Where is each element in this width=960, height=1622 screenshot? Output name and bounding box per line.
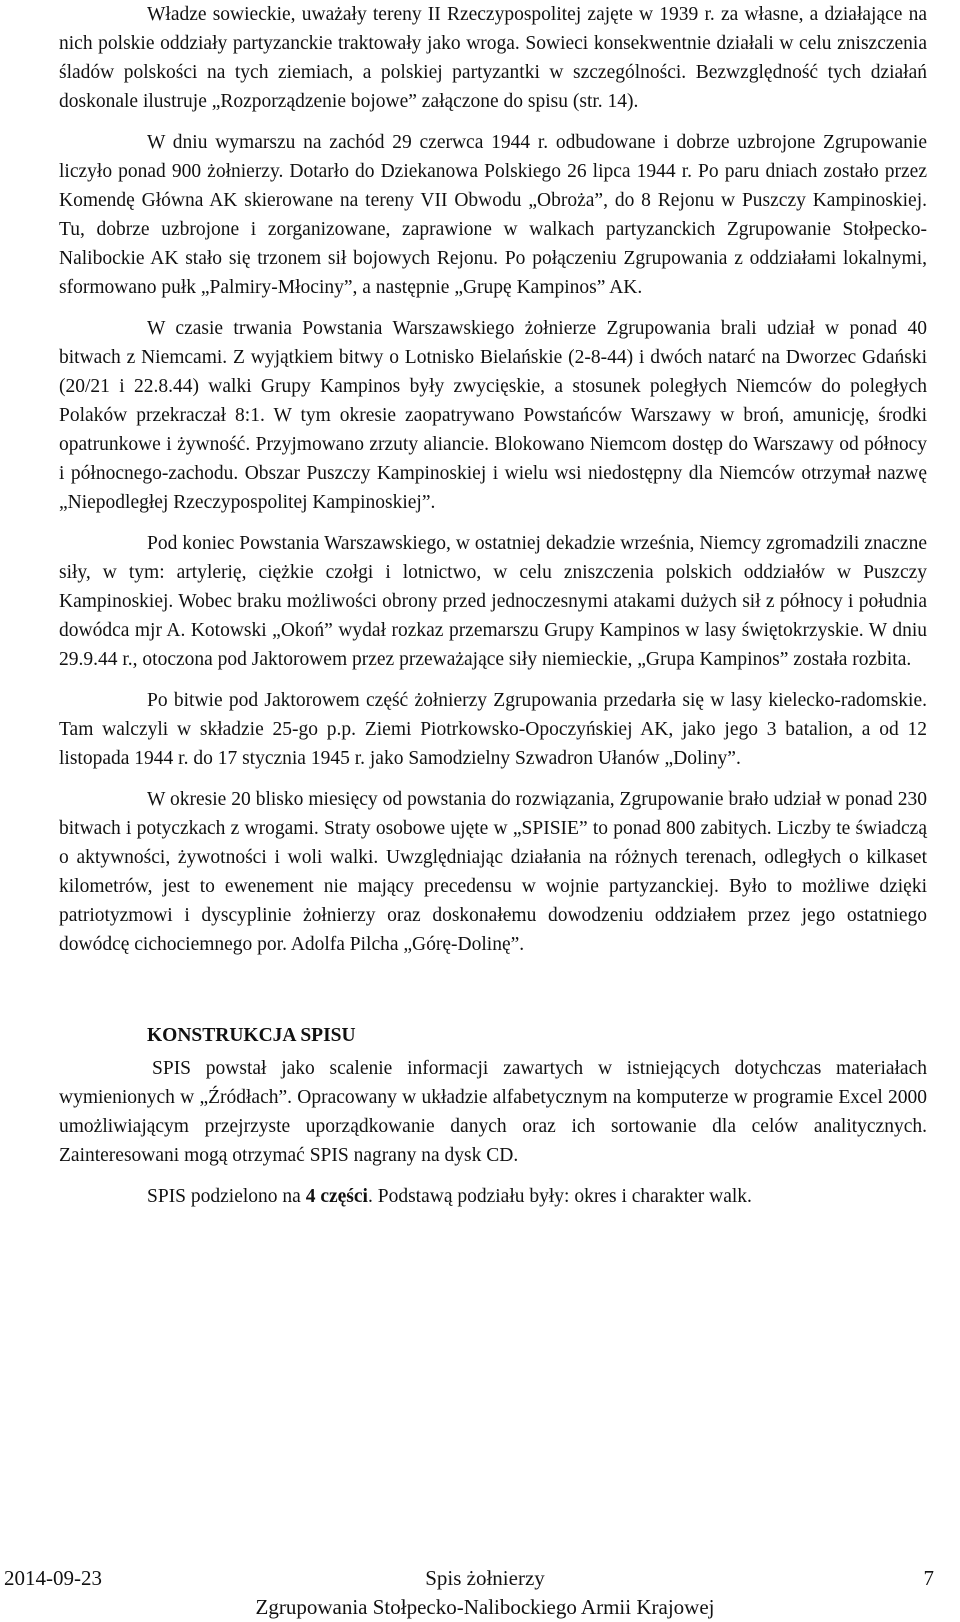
paragraph-list-parts [59, 1182, 927, 1211]
paragraph-march-west: W dniu wymarszu na zachód 29 czerwca 1944 r. odbudowane i dobrze uzbrojone Zgrupowanie liczyło ponad 900 żołnierzy. Dotarło do Dziekanowa Polskiego 26 lipca 1944 r. Po paru dniach zostało przez Komendę Główna AK skierowane na tereny VII Obwodu „Obroża”, do 8 Rejonu w Puszczy Kampinoskiej. Tu, dobrze uzbrojone i zorganizowane, zaprawione w walkach partyzanckich Zgrupowanie Stołpecko-Nalibockie AK stało się trzonem sił bojowych Rejonu. Po połączeniu Zgrupowania z oddziałami lokalnymi, sformowano pułk „Palmiry-Młociny”, a następnie „Grupę Kampinos” AK. [59, 132, 927, 298]
section-heading: KONSTRUKCJA SPISU [147, 1025, 356, 1046]
paragraph-list-construction: SPIS powstał jako scalenie informacji zawartych w istniejących dotychczas materiałach wymienionych w „Źródłach”. Opracowany w układzie alfabetycznym na komputerze w programie Excel 2000 umożliwiającym przejrzyste uporządkowanie danych oraz ich sortowanie dla celów analitycznych. Zainteresowani mogą otrzymać SPIS nagrany na dysk CD. [59, 1058, 927, 1166]
paragraph-warsaw-uprising: W czasie trwania Powstania Warszawskiego żołnierze Zgrupowania brali udział w ponad 40 bitwach z Niemcami. Z wyjątkiem bitwy o Lotnisko Bielańskie (2-8-44) i dwóch natarć na Dworzec Gdański (20/21 i 22.8.44) walki Grupy Kampinos były zwycięskie, a stosunek poległych Niemców do poległych Polaków przekraczał 8:1. W tym okresie zaopatrywano Powstańców Warszawy w broń, amunicję, środki opatrunkowe i żywność. Przyjmowano zrzuty aliancie. Blokowano Niemcom dostęp do Warszawy od północy i północnego-zachodu. Obszar Puszczy Kampinoskiej i wielu wsi niedostępny dla Niemców otrzymał nazwę „Niepodległej Rzeczypospolitej Kampinoskiej”. [59, 318, 927, 513]
paragraph-after-jaktorow: Po bitwie pod Jaktorowem część żołnierzy Zgrupowania przedarła się w lasy kielecko-radomskie. Tam walczyli w składzie 25-go p.p. Ziemi Piotrkowsko-Opoczyńskiej AK, jako jego 3 batalion, a od 12 listopada 1944 r. do 17 stycznia 1945 r. jako Samodzielny Szwadron Ułanów „Doliny”. [59, 690, 927, 769]
paragraph-end-of-uprising: Pod koniec Powstania Warszawskiego, w ostatniej dekadzie września, Niemcy zgromadzili znaczne siły, w tym: artylerię, ciężkie czołgi i lotnictwo, w celu zniszczenia polskich oddziałów w Puszczy Kampinoskiej. Wobec braku możliwości obrony przed jednoczesnymi atakami dużych sił z północy i południa dowódca mjr A. Kotowski „Okoń” wydał rozkaz przemarszu Grupy Kampinos w lasy świętokrzyskie. W dniu 29.9.44 r., otoczona pod Jaktorowem przez przeważające siły niemieckie, „Grupa Kampinos” została rozbita. [59, 533, 927, 670]
list-parts-count: 4 części [305, 1186, 368, 1207]
footer-date: 2014-09-23 [4, 1566, 102, 1590]
document-page [59, 0, 927, 1211]
footer-title: Spis żołnierzy [425, 1566, 545, 1590]
paragraph-battles-summary: W okresie 20 blisko miesięcy od powstania do rozwiązania, Zgrupowanie brało udział w ponad 230 bitwach i potyczkach z wrogami. Straty osobowe ujęte w „SPISIE” to ponad 800 zabitych. Liczby te świadczą o aktywności, żywotności i woli walki. Uwzględniając działania na różnych terenach, odległych o kilkaset kilometrów, jest to ewenement nie mający precedensu w wojnie partyzanckiej. Było to możliwe dzięki patriotyzmowi i dyscyplinie żołnierzy oraz doskonałemu dowodzeniu oddziałem przez jego ostatniego dowódcę cichociemnego por. Adolfa Pilcha „Górę-Dolinę”. [59, 789, 927, 955]
list-parts-text-start: SPIS podzielono na [147, 1186, 306, 1207]
paragraph-soviet-authorities: Władze sowieckie, uważały tereny II Rzeczypospolitej zajęte w 1939 r. za własne, a działające na nich polskie oddziały partyzanckie traktowały jako wroga. Sowieci konsekwentnie działali w celu zniszczenia śladów polskości na tych ziemiach, a polskiej partyzantki w szczególności. Bezwzględność tych działań doskonale ilustruje „Rozporządzenie bojowe” załączone do spisu (str. 14). [59, 4, 927, 112]
list-parts-text-end: . Podstawą podziału były: okres i charakter walk. [367, 1186, 752, 1207]
footer-subtitle: Zgrupowania Stołpecko-Nalibockiego Armii Krajowej [255, 1595, 715, 1619]
footer-page-number: 7 [923, 1566, 934, 1590]
